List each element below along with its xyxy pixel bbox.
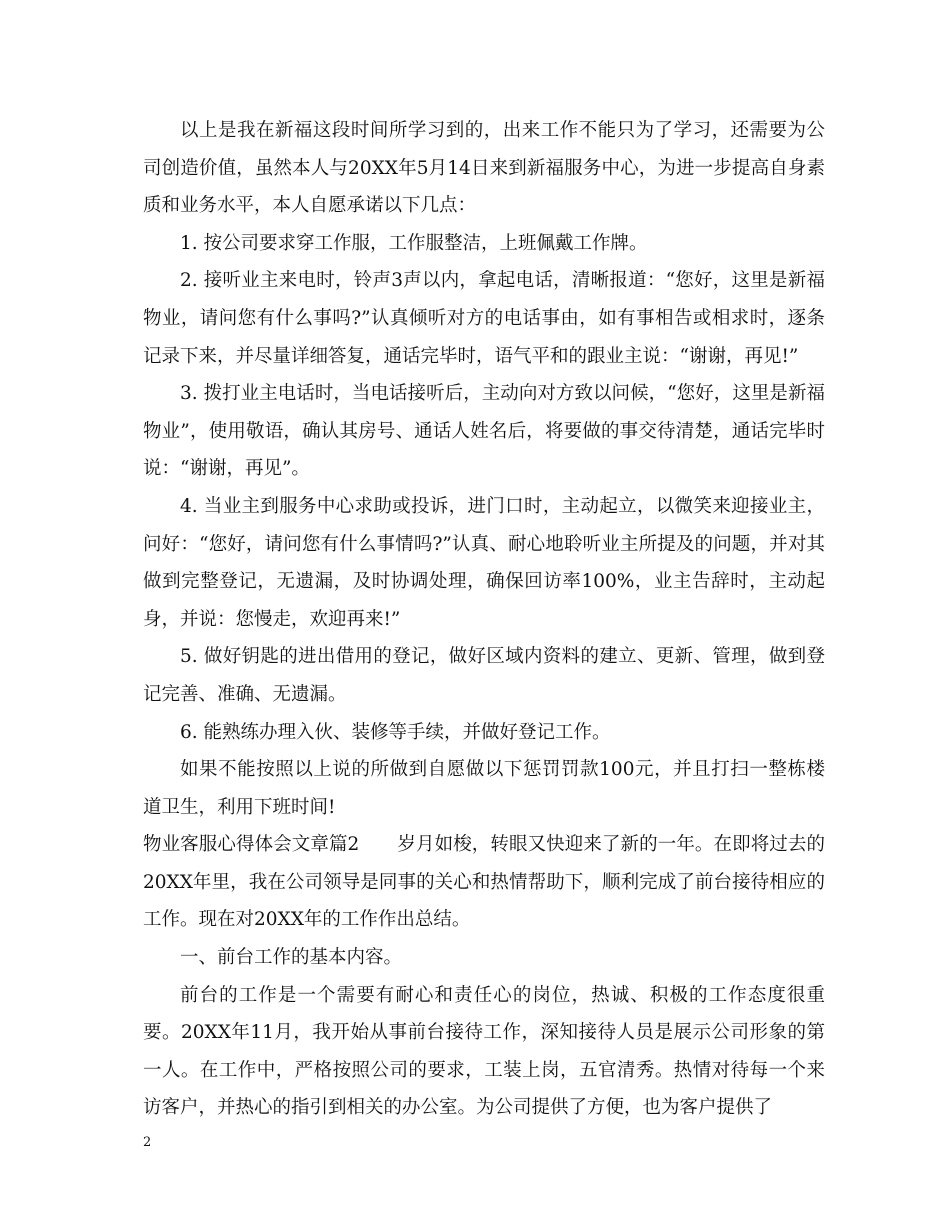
page-number: 2	[143, 1135, 152, 1150]
section-heading: 一、前台工作的基本内容。	[180, 947, 403, 969]
paragraph-item-5: 5. 做好钥匙的进出借用的登记，做好区域内资料的建立、更新、管理，做到登记完善、准确、无遗漏。	[143, 646, 825, 705]
article-intro: 岁月如梭，转眼又快迎来了新的一年。在即将过去的20XX年里，我在公司领导是同事的关心和热情帮助下，顺利完成了前台接待相应的工作。现在对20XX年的工作作出总结。	[143, 834, 825, 931]
paragraph-item-2: 2. 接听业主来电时，铃声3声以内，拿起电话，清晰报道：“您好，这里是新福物业，请问您有什么事吗?”认真倾听对方的电话事由，如有事相告或相求时，逐条记录下来，并尽量详细答复，通话完毕时，语气平和的跟业主说：“谢谢，再见!”	[143, 270, 825, 367]
article-heading: 物业客服心得体会文章篇2	[143, 834, 360, 856]
document-body	[143, 112, 825, 1127]
paragraph-article-start	[143, 826, 825, 939]
paragraph-item-3: 3. 拨打业主电话时，当电话接听后，主动向对方致以问候，“您好，这里是新福物业”，使用敬语，确认其房号、通话人姓名后，将要做的事交待清楚，通话完毕时说：“谢谢，再见”。	[143, 383, 825, 480]
paragraph-item-1: 1. 按公司要求穿工作服，工作服整洁，上班佩戴工作牌。	[180, 232, 648, 254]
paragraph-item-4: 4. 当业主到服务中心求助或投诉，进门口时，主动起立，以微笑来迎接业主，问好：“您好，请问您有什么事情吗?”认真、耐心地聆听业主所提及的问题，并对其做到完整登记，无遗漏，及时协调处理，确保回访率100%，业主告辞时，主动起身，并说：您慢走，欢迎再来!”	[143, 495, 825, 630]
paragraph-intro: 以上是我在新福这段时间所学习到的，出来工作不能只为了学习，还需要为公司创造价值，虽然本人与20XX年5月14日来到新福服务中心，为进一步提高自身素质和业务水平，本人自愿承诺以下几点：	[143, 120, 825, 217]
paragraph-penalty: 如果不能按照以上说的所做到自愿做以下惩罚罚款100元，并且打扫一整栋楼道卫生，利用下班时间!	[143, 759, 825, 818]
section-body: 前台的工作是一个需要有耐心和责任心的岗位，热诚、积极的工作态度很重要。20XX年11月，我开始从事前台接待工作，深知接待人员是展示公司形象的第一人。在工作中，严格按照公司的要求，工装上岗，五官清秀。热情对待每一个来访客户，并热心的指引到相关的办公室。为公司提供了方便，也为客户提供了	[143, 984, 825, 1119]
paragraph-item-6: 6. 能熟练办理入伙、装修等手续，并做好登记工作。	[180, 721, 611, 743]
